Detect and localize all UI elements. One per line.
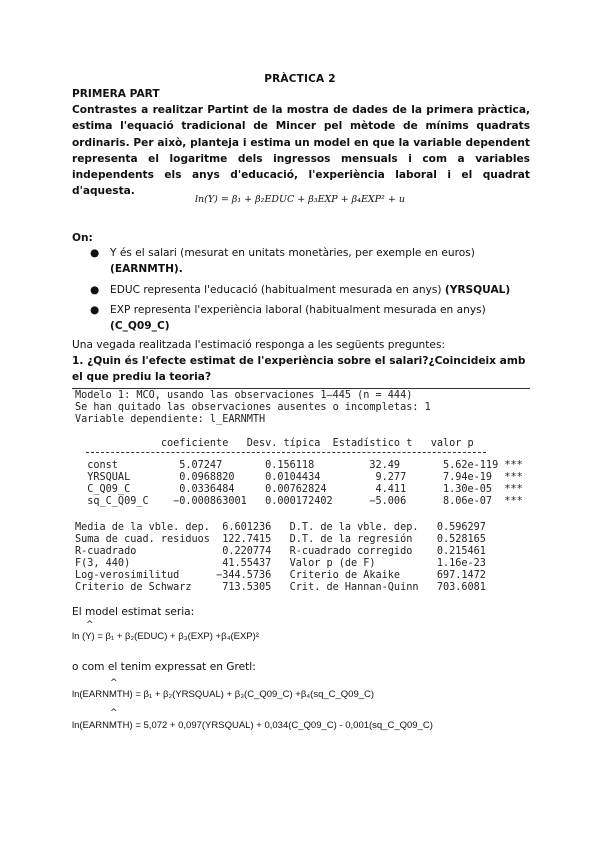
- table-row: YRSQUAL 0.0968820 0.0104434 9.277 7.94e-19 ***: [75, 472, 523, 483]
- bullet-icon: ●: [90, 283, 100, 296]
- equation-general: ln (Y) = β₁ + β₂(EDUC) + β₃(EXP) +β₄(EXP)²: [72, 631, 259, 642]
- table-row: const 5.07247 0.156118 32.49 5.62e-119 ***: [75, 460, 523, 471]
- gretl-header-line: Modelo 1: MCO, usando las observaciones 1–445 (n = 444): [75, 390, 413, 401]
- on-label: On:: [72, 232, 93, 244]
- section-heading: PRIMERA PART: [72, 88, 160, 100]
- bullet-code: (C_Q09_C): [110, 320, 170, 333]
- gretl-expression-label: o com el tenim expressat en Gretl:: [72, 661, 256, 673]
- question-1: 1. ¿Quin és l'efecte estimat de l'experiència sobre el salari?¿Coincideix amb el que prediu la teoria?: [72, 355, 526, 384]
- stats-row: Criterio de Schwarz 713.5305 Crit. de Hannan-Quinn 703.6081: [75, 582, 486, 593]
- mincer-formula: ln(Y) = β₁ + β₂EDUC + β₃EXP + β₄EXP² + u: [195, 194, 405, 205]
- variable-list: [90, 245, 528, 338]
- gretl-column-headers: coeficiente Desv. típica Estadístico t valor p: [75, 438, 474, 449]
- bullet-icon: ●: [90, 247, 100, 259]
- table-row: sq_C_Q09_C −0.000863001 0.000172402 −5.006 8.06e-07 ***: [75, 496, 523, 507]
- gretl-output: [72, 388, 530, 606]
- bullet-icon: ●: [90, 303, 100, 316]
- bullet-text: Y és el salari (mesurat en unitats monetàries, per exemple en euros): [110, 247, 475, 259]
- stats-row: Suma de cuad. residuos 122.7415 D.T. de la regresión 0.528165: [75, 534, 486, 545]
- stats-row: Log-verosimilitud −344.5736 Criterio de Akaike 697.1472: [75, 570, 486, 581]
- equation-estimated: ln(EARNMTH) = 5,072 + 0,097(YRSQUAL) + 0,034(C_Q09_C) - 0,001(sq_C_Q09_C): [72, 720, 433, 731]
- page-title: PRÀCTICA 2: [264, 73, 336, 85]
- gretl-header-line: Variable dependiente: l_EARNMTH: [75, 414, 266, 425]
- list-item: [90, 282, 528, 298]
- bullet-code: (EARNMTH).: [110, 263, 183, 276]
- hat-icon: ^: [110, 708, 118, 718]
- hat-icon: ^: [110, 678, 118, 688]
- table-row: C_Q09_C 0.0336484 0.00762824 4.411 1.30e-05 ***: [75, 484, 523, 495]
- list-item: [90, 302, 528, 335]
- equation-gretl: ln(EARNMTH) = β₁ + β₂(YRSQUAL) + β₃(C_Q09_C) +β₄(sq_C_Q09_C): [72, 689, 375, 700]
- divider: [72, 388, 530, 389]
- estimated-model-label: El model estimat seria:: [72, 606, 195, 618]
- stats-row: Media de la vble. dep. 6.601236 D.T. de la vble. dep. 0.596297: [75, 522, 486, 533]
- bullet-text: EDUC representa l'educació (habitualment mesurada en anys): [110, 283, 442, 296]
- hat-icon: ^: [86, 620, 94, 630]
- bullet-text: EXP representa l'experiència laboral (habitualment mesurada en anys): [110, 303, 486, 316]
- list-item: [90, 245, 528, 278]
- bullet-code: (YRSQUAL): [444, 283, 511, 296]
- stats-row: F(3, 440) 41.55437 Valor p (de F) 1.16e-23: [75, 558, 486, 569]
- divider: [86, 452, 486, 453]
- instructions-text: Una vegada realitzada l'estimació responga a les següents preguntes:: [72, 339, 446, 351]
- stats-row: R-cuadrado 0.220774 R-cuadrado corregido 0.215461: [75, 546, 486, 557]
- gretl-header-line: Se han quitado las observaciones ausentes o incompletas: 1: [75, 402, 431, 413]
- intro-paragraph: Contrastes a realitzar Partint de la mostra de dades de la primera pràctica, estima l'equació tradicional de Mincer pel mètode de mínims quadrats ordinaris. Per això, planteja i estima un model en que la variable dependent representa el logaritme dels ingressos mensuals i com a variables independents els anys d'educació, l'experiència laboral i el quadrat d'aquesta.: [72, 104, 530, 198]
